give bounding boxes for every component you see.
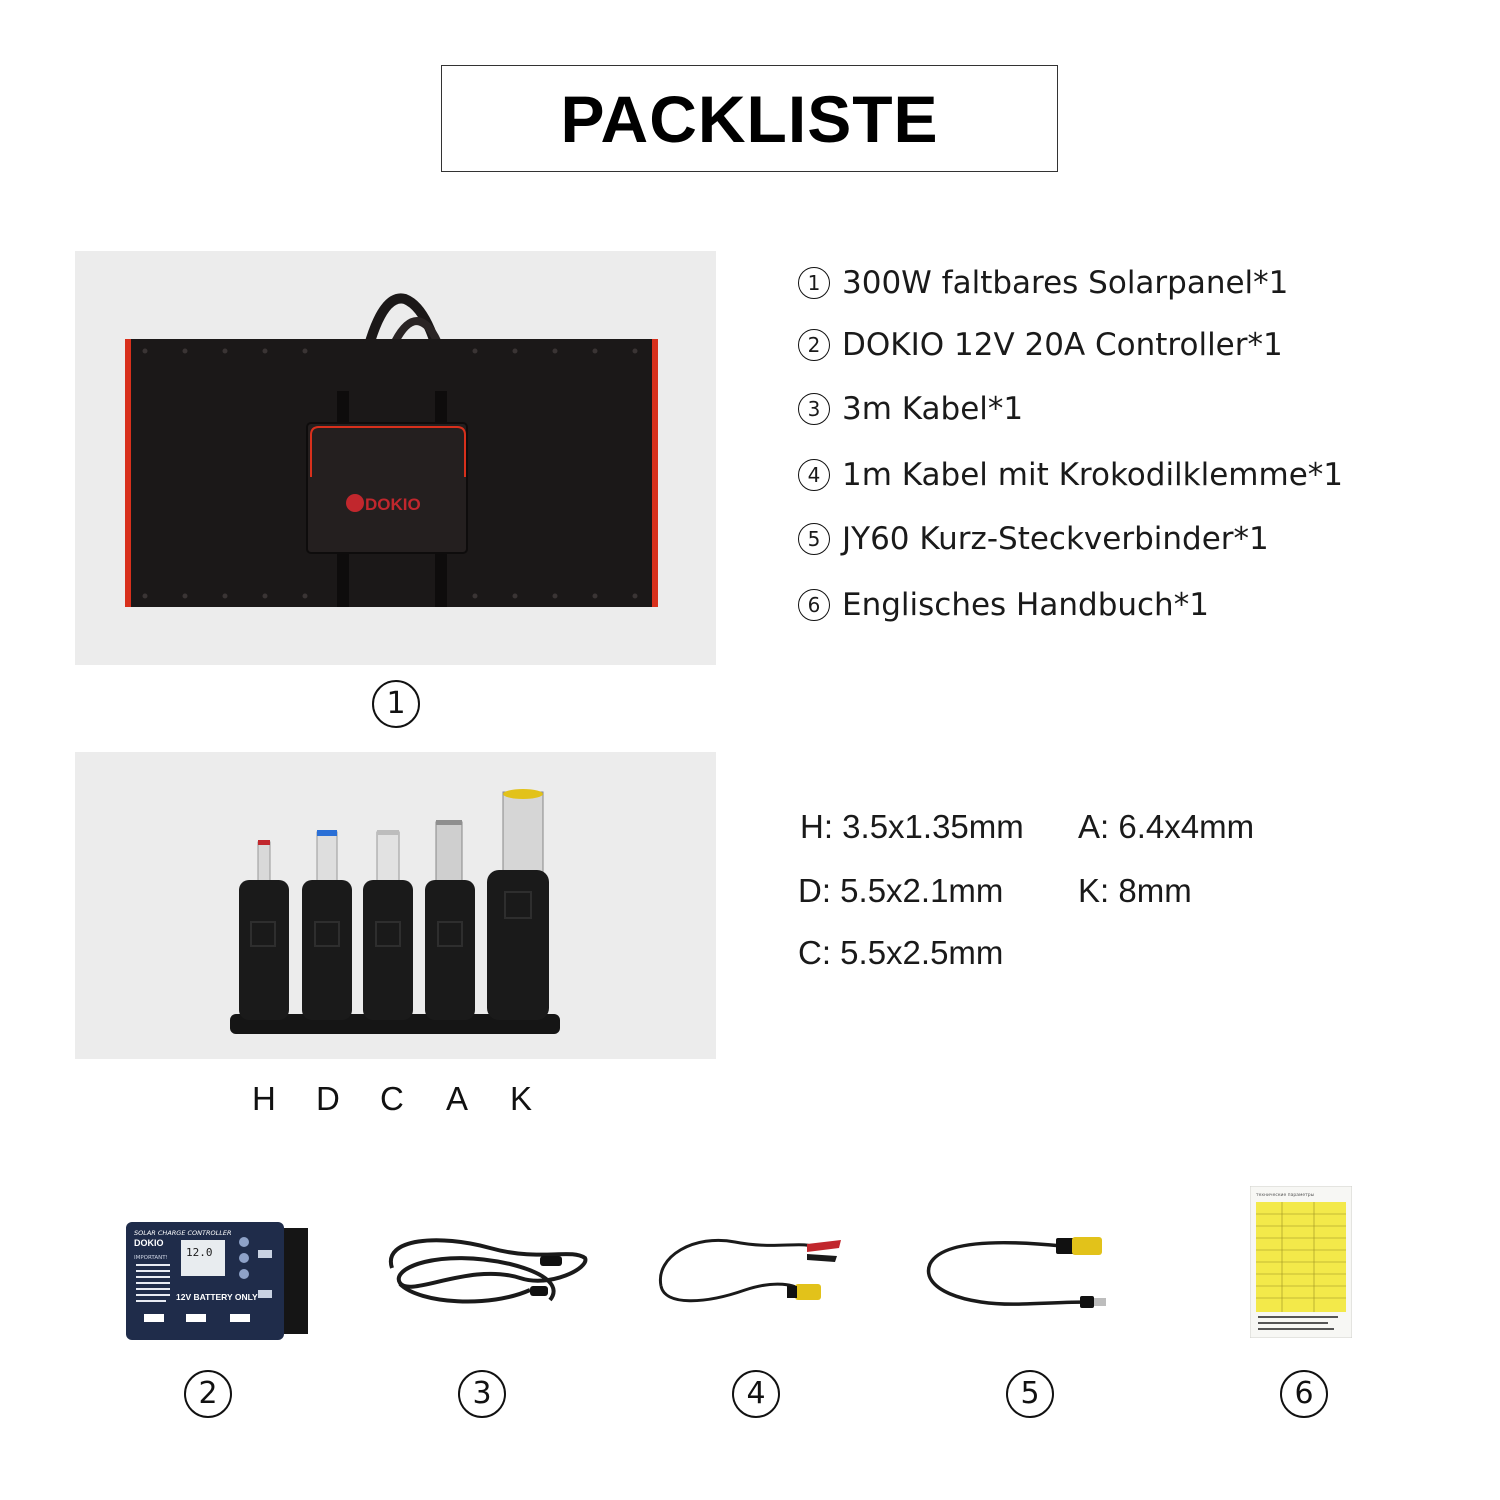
pack-list-item <box>798 327 1283 363</box>
controller-header: SOLAR CHARGE CONTROLLER <box>134 1229 232 1237</box>
pack-list-item <box>798 457 1343 493</box>
page-title: PACKLISTE <box>560 81 939 156</box>
crocodile-clip-cable-illustration <box>655 1226 850 1314</box>
spec-c: C: 5.5x2.5mm <box>798 934 1004 971</box>
pack-list-item <box>798 587 1209 623</box>
spec-k: K: 8mm <box>1078 872 1192 909</box>
plug-adapters-illustration <box>75 752 716 1059</box>
plug-k <box>487 789 549 1020</box>
english-manual-image <box>1250 1186 1352 1338</box>
pack-list-text: 300W faltbares Solarpanel*1 <box>842 265 1289 301</box>
spec-h: H: 3.5x1.35mm <box>800 808 1024 845</box>
pack-list-number: 6 <box>798 589 830 621</box>
bag-trim-right <box>652 339 658 607</box>
manual-item-number: 6 <box>1280 1370 1328 1418</box>
plug-specs <box>798 800 1438 990</box>
solar-panel-bag-photo <box>75 251 716 665</box>
controller-item-number: 2 <box>184 1370 232 1418</box>
cable-item-number: 3 <box>458 1370 506 1418</box>
plug-h <box>239 840 289 1020</box>
pack-list-item <box>798 391 1023 427</box>
pack-list-text: JY60 Kurz-Steckverbinder*1 <box>842 521 1269 557</box>
controller-battery-label: 12V BATTERY ONLY <box>176 1292 258 1302</box>
pack-list-number: 3 <box>798 393 830 425</box>
plug-adapters-photo <box>75 752 716 1059</box>
clip-cable-item-number: 4 <box>732 1370 780 1418</box>
pack-list-number: 4 <box>798 459 830 491</box>
bag-logo-text: DOKIO <box>365 495 421 514</box>
plug-letter: H <box>252 1080 276 1117</box>
controller-lcd: 12.0 <box>186 1246 213 1259</box>
3m-cable-image <box>380 1228 590 1312</box>
title-box <box>441 65 1058 172</box>
plug-letter-row <box>240 1080 560 1120</box>
3m-cable-illustration <box>380 1228 590 1312</box>
pack-list-text: 3m Kabel*1 <box>842 391 1024 427</box>
controller-important: IMPORTANT! <box>134 1255 168 1261</box>
pack-list-text: 1m Kabel mit Krokodilklemme*1 <box>842 457 1343 493</box>
jy60-connector-illustration <box>922 1234 1112 1318</box>
pack-list-text: Englisches Handbuch*1 <box>842 587 1209 623</box>
connector-item-number: 5 <box>1006 1370 1054 1418</box>
plug-letter: K <box>510 1080 533 1117</box>
pack-list-text: DOKIO 12V 20A Controller*1 <box>842 327 1283 363</box>
crocodile-clip-cable-image <box>655 1226 850 1314</box>
pack-list-number: 2 <box>798 329 830 361</box>
bag-item-number: 1 <box>372 680 420 728</box>
bag-trim-left <box>125 339 131 607</box>
plug-a <box>425 820 475 1020</box>
plug-letter: D <box>316 1080 340 1117</box>
controller-brand: DOKIO <box>134 1238 164 1248</box>
bag-pocket <box>307 423 467 553</box>
pack-list-number: 1 <box>798 267 830 299</box>
english-manual-illustration <box>1250 1186 1352 1338</box>
solar-panel-bag-illustration <box>75 251 716 665</box>
pack-list-number: 5 <box>798 523 830 555</box>
plug-d <box>302 830 352 1020</box>
charge-controller-illustration <box>126 1222 308 1340</box>
manual-header: технические параметры <box>1256 1193 1315 1198</box>
plug-letter: A <box>446 1080 469 1117</box>
pack-list-item <box>798 265 1288 301</box>
spec-a: A: 6.4x4mm <box>1078 808 1255 845</box>
plug-c <box>363 830 413 1020</box>
plug-letter: C <box>380 1080 404 1117</box>
jy60-connector-image <box>922 1234 1112 1318</box>
bag-logo-sun <box>346 494 364 512</box>
charge-controller-image <box>126 1222 308 1340</box>
spec-d: D: 5.5x2.1mm <box>798 872 1004 909</box>
pack-list-item <box>798 521 1269 557</box>
